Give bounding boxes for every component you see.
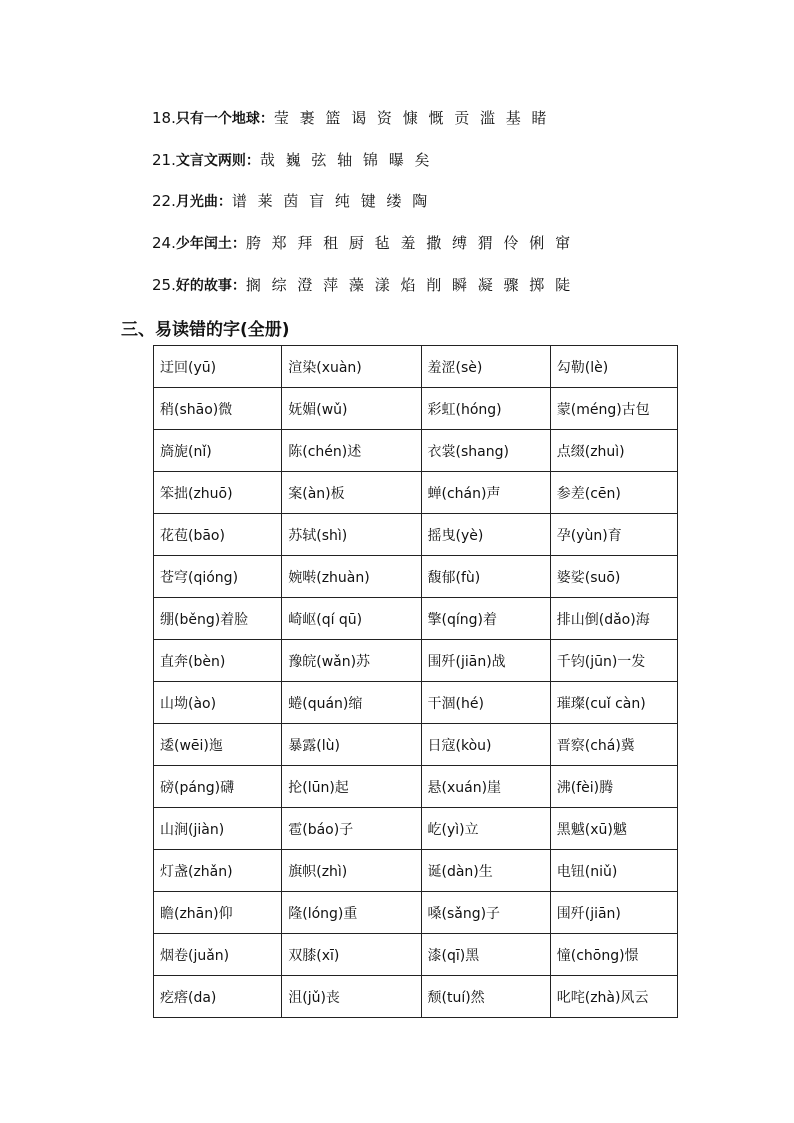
table-cell: 山涧(jiàn) <box>154 808 282 850</box>
table-cell: 豫皖(wǎn)苏 <box>282 640 421 682</box>
table-cell: 婉啭(zhuàn) <box>282 556 421 598</box>
table-cell: 逶(wēi)迤 <box>154 724 282 766</box>
lesson-number: 21. <box>152 151 176 169</box>
lesson-line-22 <box>152 190 430 211</box>
lesson-number: 18. <box>152 109 176 127</box>
table-row <box>154 682 678 724</box>
lesson-line-25 <box>152 274 573 295</box>
table-row <box>154 808 678 850</box>
table-row <box>154 976 678 1018</box>
table-cell: 嗓(sǎng)子 <box>421 892 550 934</box>
lesson-title: 文言文两则： <box>175 153 260 169</box>
table-cell: 擎(qíng)着 <box>421 598 550 640</box>
lesson-chars: 胯 郑 拜 租 厨 毡 羞 撒 缚 猬 伶 俐 窜 <box>245 234 574 252</box>
table-cell: 婆娑(suō) <box>550 556 677 598</box>
table-cell: 直奔(bèn) <box>154 640 282 682</box>
table-cell: 诞(dàn)生 <box>421 850 550 892</box>
lesson-chars: 哉 巍 弦 轴 锦 曝 矣 <box>259 151 433 169</box>
table-cell: 烟卷(juǎn) <box>154 934 282 976</box>
table-cell: 颓(tuí)然 <box>421 976 550 1018</box>
table-cell: 蜷(quán)缩 <box>282 682 421 724</box>
section-title: 三、易读错的字(全册) <box>121 320 290 340</box>
table-cell: 案(àn)板 <box>282 472 421 514</box>
table-cell: 点缀(zhuì) <box>550 430 677 472</box>
table-row <box>154 346 678 388</box>
table-row <box>154 724 678 766</box>
table-row <box>154 472 678 514</box>
table-cell: 妩媚(wǔ) <box>282 388 421 430</box>
table-row <box>154 430 678 472</box>
table-cell: 稍(shāo)微 <box>154 388 282 430</box>
table-cell: 迂回(yū) <box>154 346 282 388</box>
table-cell: 沸(fèi)腾 <box>550 766 677 808</box>
table-cell: 隆(lóng)重 <box>282 892 421 934</box>
table-row <box>154 598 678 640</box>
lesson-title: 少年闰土： <box>175 236 246 252</box>
lesson-title: 只有一个地球： <box>175 111 274 127</box>
lesson-number: 24. <box>152 234 176 252</box>
table-cell: 暴露(lù) <box>282 724 421 766</box>
table-cell: 晋察(chá)冀 <box>550 724 677 766</box>
table-cell: 漆(qī)黑 <box>421 934 550 976</box>
table-cell: 渲染(xuàn) <box>282 346 421 388</box>
table-cell: 疙瘩(da) <box>154 976 282 1018</box>
table-cell: 蒙(méng)古包 <box>550 388 677 430</box>
table-cell: 勾勒(lè) <box>550 346 677 388</box>
table-cell: 馥郁(fù) <box>421 556 550 598</box>
lesson-chars: 谱 莱 茵 盲 纯 键 缕 陶 <box>231 192 431 210</box>
lesson-chars: 搁 综 澄 萍 藻 漾 焰 削 瞬 凝 骤 掷 陡 <box>245 276 574 294</box>
table-cell: 崎岖(qí qū) <box>282 598 421 640</box>
table-cell: 苍穹(qióng) <box>154 556 282 598</box>
lesson-title: 好的故事： <box>175 278 246 294</box>
table-cell: 苏轼(shì) <box>282 514 421 556</box>
table-row <box>154 388 678 430</box>
table-cell: 悬(xuán)崖 <box>421 766 550 808</box>
lesson-number: 22. <box>152 192 176 210</box>
table-cell: 干涸(hé) <box>421 682 550 724</box>
table-cell: 叱咤(zhà)风云 <box>550 976 677 1018</box>
misread-words-table <box>153 345 678 1018</box>
table-cell: 衣裳(shang) <box>421 430 550 472</box>
table-cell: 屹(yì)立 <box>421 808 550 850</box>
table-row <box>154 514 678 556</box>
table-cell: 孕(yùn)育 <box>550 514 677 556</box>
table-row <box>154 766 678 808</box>
table-cell: 日寇(kòu) <box>421 724 550 766</box>
table-cell: 绷(běng)着脸 <box>154 598 282 640</box>
table-cell: 旖旎(nǐ) <box>154 430 282 472</box>
table-cell: 蝉(chán)声 <box>421 472 550 514</box>
table-row <box>154 640 678 682</box>
lesson-chars: 莹 裹 篮 谒 资 慷 慨 贡 滥 基 睹 <box>273 109 550 127</box>
table-cell: 笨拙(zhuō) <box>154 472 282 514</box>
table-cell: 旗帜(zhì) <box>282 850 421 892</box>
table-cell: 电钮(niǔ) <box>550 850 677 892</box>
table-cell: 摇曳(yè) <box>421 514 550 556</box>
table-row <box>154 892 678 934</box>
table-cell: 雹(báo)子 <box>282 808 421 850</box>
table-cell: 彩虹(hóng) <box>421 388 550 430</box>
table-cell: 花苞(bāo) <box>154 514 282 556</box>
table-body <box>154 346 678 1018</box>
lesson-title: 月光曲： <box>175 194 232 210</box>
table-cell: 陈(chén)述 <box>282 430 421 472</box>
table-cell: 双膝(xī) <box>282 934 421 976</box>
table-cell: 黑魆(xū)魆 <box>550 808 677 850</box>
table-cell: 憧(chōng)憬 <box>550 934 677 976</box>
table-row <box>154 556 678 598</box>
table-cell: 羞涩(sè) <box>421 346 550 388</box>
table-cell: 磅(páng)礴 <box>154 766 282 808</box>
table-cell: 沮(jǔ)丧 <box>282 976 421 1018</box>
table-cell: 灯盏(zhǎn) <box>154 850 282 892</box>
table-cell: 千钧(jūn)一发 <box>550 640 677 682</box>
lesson-line-21 <box>152 149 432 170</box>
lesson-line-24 <box>152 232 573 253</box>
table-cell: 璀璨(cuǐ càn) <box>550 682 677 724</box>
table-cell: 围歼(jiān) <box>550 892 677 934</box>
table-cell: 排山倒(dǎo)海 <box>550 598 677 640</box>
table-cell: 瞻(zhān)仰 <box>154 892 282 934</box>
table-cell: 抡(lūn)起 <box>282 766 421 808</box>
table-row <box>154 934 678 976</box>
table-row <box>154 850 678 892</box>
lesson-number: 25. <box>152 276 176 294</box>
table-cell: 围歼(jiān)战 <box>421 640 550 682</box>
table-cell: 参差(cēn) <box>550 472 677 514</box>
lesson-line-18 <box>152 107 550 128</box>
table-cell: 山坳(ào) <box>154 682 282 724</box>
